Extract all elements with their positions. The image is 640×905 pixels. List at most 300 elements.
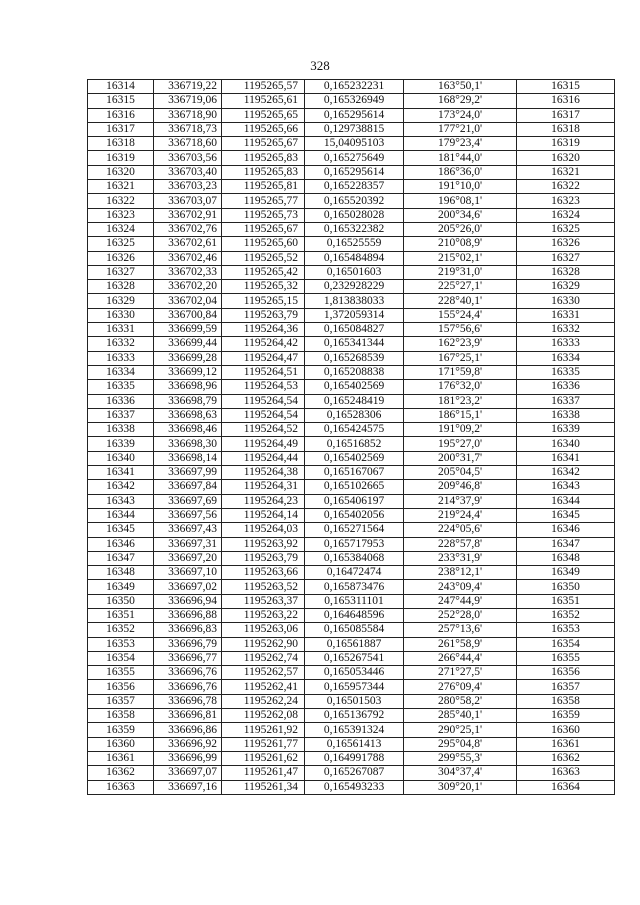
y-coordinate-cell: 1195265,52 (222, 251, 305, 265)
point-from-cell: 16357 (88, 694, 154, 708)
x-coordinate-cell: 336697,99 (154, 466, 222, 480)
y-coordinate-cell: 1195262,57 (222, 666, 305, 680)
y-coordinate-cell: 1195261,62 (222, 751, 305, 765)
y-coordinate-cell: 1195263,37 (222, 594, 305, 608)
table-row (88, 680, 615, 694)
y-coordinate-cell: 1195263,66 (222, 566, 305, 580)
x-coordinate-cell: 336703,56 (154, 151, 222, 165)
x-coordinate-cell: 336702,46 (154, 251, 222, 265)
point-to-cell: 16325 (517, 222, 615, 236)
point-to-cell: 16354 (517, 637, 615, 651)
x-coordinate-cell: 336698,14 (154, 451, 222, 465)
bearing-cell: 252°28,0' (404, 608, 517, 622)
distance-cell: 0,165232231 (305, 80, 404, 94)
table-row (88, 80, 615, 94)
point-from-cell: 16342 (88, 480, 154, 494)
y-coordinate-cell: 1195261,92 (222, 723, 305, 737)
table-row (88, 251, 615, 265)
point-to-cell: 16333 (517, 337, 615, 351)
distance-cell: 0,232928229 (305, 280, 404, 294)
point-to-cell: 16338 (517, 408, 615, 422)
table-row (88, 523, 615, 537)
y-coordinate-cell: 1195264,31 (222, 480, 305, 494)
x-coordinate-cell: 336697,20 (154, 551, 222, 565)
point-from-cell: 16360 (88, 737, 154, 751)
x-coordinate-cell: 336700,84 (154, 308, 222, 322)
bearing-cell: 280°58,2' (404, 694, 517, 708)
table-row (88, 151, 615, 165)
bearing-cell: 195°27,0' (404, 437, 517, 451)
table-row (88, 709, 615, 723)
table-row (88, 494, 615, 508)
y-coordinate-cell: 1195265,77 (222, 194, 305, 208)
point-from-cell: 16359 (88, 723, 154, 737)
y-coordinate-cell: 1195261,47 (222, 766, 305, 780)
y-coordinate-cell: 1195265,81 (222, 180, 305, 194)
bearing-cell: 173°24,0' (404, 108, 517, 122)
point-to-cell: 16363 (517, 766, 615, 780)
distance-cell: 0,165084827 (305, 323, 404, 337)
distance-cell: 0,16516852 (305, 437, 404, 451)
distance-cell: 0,165391324 (305, 723, 404, 737)
x-coordinate-cell: 336697,16 (154, 780, 222, 794)
bearing-cell: 224°05,6' (404, 523, 517, 537)
table-row (88, 466, 615, 480)
x-coordinate-cell: 336703,40 (154, 165, 222, 179)
y-coordinate-cell: 1195265,15 (222, 294, 305, 308)
point-to-cell: 16324 (517, 208, 615, 222)
x-coordinate-cell: 336719,22 (154, 80, 222, 94)
bearing-cell: 179°23,4' (404, 137, 517, 151)
point-from-cell: 16316 (88, 108, 154, 122)
y-coordinate-cell: 1195263,52 (222, 580, 305, 594)
bearing-cell: 181°23,2' (404, 394, 517, 408)
table-row (88, 608, 615, 622)
point-to-cell: 16330 (517, 294, 615, 308)
y-coordinate-cell: 1195264,51 (222, 365, 305, 379)
y-coordinate-cell: 1195265,67 (222, 137, 305, 151)
point-to-cell: 16323 (517, 194, 615, 208)
bearing-cell: 309°20,1' (404, 780, 517, 794)
x-coordinate-cell: 336699,28 (154, 351, 222, 365)
table-row (88, 280, 615, 294)
distance-cell: 0,165208838 (305, 365, 404, 379)
x-coordinate-cell: 336702,76 (154, 222, 222, 236)
y-coordinate-cell: 1195262,90 (222, 637, 305, 651)
point-from-cell: 16338 (88, 423, 154, 437)
x-coordinate-cell: 336696,81 (154, 709, 222, 723)
point-from-cell: 16344 (88, 508, 154, 522)
point-from-cell: 16356 (88, 680, 154, 694)
y-coordinate-cell: 1195262,08 (222, 709, 305, 723)
point-to-cell: 16319 (517, 137, 615, 151)
x-coordinate-cell: 336696,78 (154, 694, 222, 708)
bearing-cell: 191°10,0' (404, 180, 517, 194)
bearing-cell: 162°23,9' (404, 337, 517, 351)
table-row (88, 108, 615, 122)
point-to-cell: 16345 (517, 508, 615, 522)
bearing-cell: 271°27,5' (404, 666, 517, 680)
distance-cell: 0,165267087 (305, 766, 404, 780)
point-to-cell: 16350 (517, 580, 615, 594)
distance-cell: 0,16472474 (305, 566, 404, 580)
y-coordinate-cell: 1195263,79 (222, 551, 305, 565)
point-from-cell: 16343 (88, 494, 154, 508)
point-to-cell: 16361 (517, 737, 615, 751)
y-coordinate-cell: 1195265,73 (222, 208, 305, 222)
x-coordinate-cell: 336696,76 (154, 666, 222, 680)
bearing-cell: 285°40,1' (404, 709, 517, 723)
bearing-cell: 276°09,4' (404, 680, 517, 694)
point-from-cell: 16317 (88, 122, 154, 136)
point-from-cell: 16319 (88, 151, 154, 165)
y-coordinate-cell: 1195261,77 (222, 737, 305, 751)
bearing-cell: 290°25,1' (404, 723, 517, 737)
point-to-cell: 16356 (517, 666, 615, 680)
point-from-cell: 16330 (88, 308, 154, 322)
x-coordinate-cell: 336697,02 (154, 580, 222, 594)
table-row (88, 780, 615, 794)
bearing-cell: 168°29,2' (404, 94, 517, 108)
x-coordinate-cell: 336697,10 (154, 566, 222, 580)
y-coordinate-cell: 1195263,92 (222, 537, 305, 551)
bearing-cell: 163°50,1' (404, 80, 517, 94)
point-from-cell: 16333 (88, 351, 154, 365)
point-from-cell: 16358 (88, 709, 154, 723)
y-coordinate-cell: 1195265,42 (222, 265, 305, 279)
distance-cell: 0,16528306 (305, 408, 404, 422)
x-coordinate-cell: 336696,94 (154, 594, 222, 608)
distance-cell: 0,165136792 (305, 709, 404, 723)
bearing-cell: 228°57,8' (404, 537, 517, 551)
point-to-cell: 16355 (517, 651, 615, 665)
distance-cell: 0,165228357 (305, 180, 404, 194)
x-coordinate-cell: 336697,56 (154, 508, 222, 522)
point-from-cell: 16327 (88, 265, 154, 279)
distance-cell: 0,165873476 (305, 580, 404, 594)
x-coordinate-cell: 336696,88 (154, 608, 222, 622)
point-to-cell: 16317 (517, 108, 615, 122)
x-coordinate-cell: 336702,61 (154, 237, 222, 251)
point-from-cell: 16349 (88, 580, 154, 594)
x-coordinate-cell: 336696,83 (154, 623, 222, 637)
bearing-cell: 233°31,9' (404, 551, 517, 565)
x-coordinate-cell: 336698,79 (154, 394, 222, 408)
distance-cell: 15,04095103 (305, 137, 404, 151)
bearing-cell: 155°24,4' (404, 308, 517, 322)
point-from-cell: 16363 (88, 780, 154, 794)
x-coordinate-cell: 336696,92 (154, 737, 222, 751)
point-from-cell: 16352 (88, 623, 154, 637)
point-from-cell: 16322 (88, 194, 154, 208)
point-to-cell: 16335 (517, 365, 615, 379)
distance-cell: 1,813838033 (305, 294, 404, 308)
y-coordinate-cell: 1195264,52 (222, 423, 305, 437)
point-to-cell: 16364 (517, 780, 615, 794)
distance-cell: 1,372059314 (305, 308, 404, 322)
point-to-cell: 16328 (517, 265, 615, 279)
point-to-cell: 16339 (517, 423, 615, 437)
table-row (88, 365, 615, 379)
table-row (88, 122, 615, 136)
distance-cell: 0,165484894 (305, 251, 404, 265)
bearing-cell: 186°36,0' (404, 165, 517, 179)
point-to-cell: 16322 (517, 180, 615, 194)
bearing-cell: 225°27,1' (404, 280, 517, 294)
point-from-cell: 16351 (88, 608, 154, 622)
table-row (88, 323, 615, 337)
bearing-cell: 176°32,0' (404, 380, 517, 394)
table-row (88, 766, 615, 780)
x-coordinate-cell: 336699,59 (154, 323, 222, 337)
bearing-cell: 177°21,0' (404, 122, 517, 136)
table-row (88, 637, 615, 651)
point-to-cell: 16359 (517, 709, 615, 723)
x-coordinate-cell: 336696,99 (154, 751, 222, 765)
distance-cell: 0,165493233 (305, 780, 404, 794)
bearing-cell: 171°59,8' (404, 365, 517, 379)
y-coordinate-cell: 1195262,41 (222, 680, 305, 694)
y-coordinate-cell: 1195264,38 (222, 466, 305, 480)
y-coordinate-cell: 1195265,61 (222, 94, 305, 108)
point-to-cell: 16351 (517, 594, 615, 608)
distance-cell: 0,16525559 (305, 237, 404, 251)
point-to-cell: 16347 (517, 537, 615, 551)
table-row (88, 408, 615, 422)
point-from-cell: 16328 (88, 280, 154, 294)
point-from-cell: 16353 (88, 637, 154, 651)
distance-cell: 0,165102665 (305, 480, 404, 494)
y-coordinate-cell: 1195263,22 (222, 608, 305, 622)
distance-cell: 0,165402056 (305, 508, 404, 522)
point-from-cell: 16339 (88, 437, 154, 451)
point-to-cell: 16320 (517, 151, 615, 165)
x-coordinate-cell: 336699,12 (154, 365, 222, 379)
bearing-cell: 196°08,1' (404, 194, 517, 208)
bearing-cell: 214°37,9' (404, 494, 517, 508)
bearing-cell: 209°46,8' (404, 480, 517, 494)
table-row (88, 508, 615, 522)
table-row (88, 666, 615, 680)
y-coordinate-cell: 1195264,47 (222, 351, 305, 365)
table-row (88, 165, 615, 179)
coordinates-table (87, 79, 615, 795)
point-to-cell: 16334 (517, 351, 615, 365)
y-coordinate-cell: 1195264,54 (222, 394, 305, 408)
point-from-cell: 16361 (88, 751, 154, 765)
point-from-cell: 16315 (88, 94, 154, 108)
table-row (88, 623, 615, 637)
distance-cell: 0,165326949 (305, 94, 404, 108)
table-row (88, 423, 615, 437)
point-from-cell: 16329 (88, 294, 154, 308)
point-to-cell: 16340 (517, 437, 615, 451)
point-to-cell: 16315 (517, 80, 615, 94)
y-coordinate-cell: 1195264,42 (222, 337, 305, 351)
distance-cell: 0,164648596 (305, 608, 404, 622)
point-to-cell: 16362 (517, 751, 615, 765)
y-coordinate-cell: 1195265,83 (222, 151, 305, 165)
x-coordinate-cell: 336697,07 (154, 766, 222, 780)
distance-cell: 0,16501503 (305, 694, 404, 708)
y-coordinate-cell: 1195264,03 (222, 523, 305, 537)
table-row (88, 651, 615, 665)
y-coordinate-cell: 1195264,49 (222, 437, 305, 451)
x-coordinate-cell: 336718,60 (154, 137, 222, 151)
x-coordinate-cell: 336697,69 (154, 494, 222, 508)
distance-cell: 0,165957344 (305, 680, 404, 694)
table-row (88, 294, 615, 308)
point-from-cell: 16346 (88, 537, 154, 551)
point-to-cell: 16349 (517, 566, 615, 580)
distance-cell: 0,165402569 (305, 380, 404, 394)
bearing-cell: 205°04,5' (404, 466, 517, 480)
table-row (88, 237, 615, 251)
point-to-cell: 16331 (517, 308, 615, 322)
x-coordinate-cell: 336696,77 (154, 651, 222, 665)
table-row (88, 94, 615, 108)
y-coordinate-cell: 1195265,83 (222, 165, 305, 179)
x-coordinate-cell: 336699,44 (154, 337, 222, 351)
y-coordinate-cell: 1195265,32 (222, 280, 305, 294)
bearing-cell: 243°09,4' (404, 580, 517, 594)
x-coordinate-cell: 336718,90 (154, 108, 222, 122)
point-to-cell: 16336 (517, 380, 615, 394)
bearing-cell: 219°24,4' (404, 508, 517, 522)
table-row (88, 537, 615, 551)
point-from-cell: 16348 (88, 566, 154, 580)
bearing-cell: 210°08,9' (404, 237, 517, 251)
point-from-cell: 16336 (88, 394, 154, 408)
distance-cell: 0,165322382 (305, 222, 404, 236)
y-coordinate-cell: 1195263,79 (222, 308, 305, 322)
y-coordinate-cell: 1195262,24 (222, 694, 305, 708)
point-from-cell: 16314 (88, 80, 154, 94)
table-row (88, 551, 615, 565)
distance-cell: 0,165167067 (305, 466, 404, 480)
x-coordinate-cell: 336698,63 (154, 408, 222, 422)
distance-cell: 0,165085584 (305, 623, 404, 637)
bearing-cell: 215°02,1' (404, 251, 517, 265)
point-from-cell: 16350 (88, 594, 154, 608)
distance-cell: 0,165295614 (305, 165, 404, 179)
table-row (88, 308, 615, 322)
point-from-cell: 16347 (88, 551, 154, 565)
distance-cell: 0,165295614 (305, 108, 404, 122)
distance-cell: 0,165717953 (305, 537, 404, 551)
point-from-cell: 16326 (88, 251, 154, 265)
table-row (88, 737, 615, 751)
y-coordinate-cell: 1195264,14 (222, 508, 305, 522)
distance-cell: 0,165053446 (305, 666, 404, 680)
x-coordinate-cell: 336698,30 (154, 437, 222, 451)
y-coordinate-cell: 1195264,36 (222, 323, 305, 337)
bearing-cell: 157°56,6' (404, 323, 517, 337)
point-from-cell: 16332 (88, 337, 154, 351)
point-to-cell: 16332 (517, 323, 615, 337)
bearing-cell: 304°37,4' (404, 766, 517, 780)
point-from-cell: 16331 (88, 323, 154, 337)
x-coordinate-cell: 336719,06 (154, 94, 222, 108)
bearing-cell: 191°09,2' (404, 423, 517, 437)
bearing-cell: 181°44,0' (404, 151, 517, 165)
point-to-cell: 16326 (517, 237, 615, 251)
y-coordinate-cell: 1195261,34 (222, 780, 305, 794)
point-to-cell: 16353 (517, 623, 615, 637)
point-to-cell: 16329 (517, 280, 615, 294)
x-coordinate-cell: 336718,73 (154, 122, 222, 136)
bearing-cell: 266°44,4' (404, 651, 517, 665)
table-row (88, 337, 615, 351)
distance-cell: 0,165341344 (305, 337, 404, 351)
bearing-cell: 167°25,1' (404, 351, 517, 365)
distance-cell: 0,165268539 (305, 351, 404, 365)
x-coordinate-cell: 336698,46 (154, 423, 222, 437)
page-number: 328 (310, 58, 330, 73)
distance-cell: 0,165520392 (305, 194, 404, 208)
point-to-cell: 16321 (517, 165, 615, 179)
table-row (88, 208, 615, 222)
point-from-cell: 16318 (88, 137, 154, 151)
point-to-cell: 16346 (517, 523, 615, 537)
x-coordinate-cell: 336697,84 (154, 480, 222, 494)
bearing-cell: 205°26,0' (404, 222, 517, 236)
distance-cell: 0,16561887 (305, 637, 404, 651)
y-coordinate-cell: 1195263,06 (222, 623, 305, 637)
bearing-cell: 228°40,1' (404, 294, 517, 308)
table-row (88, 265, 615, 279)
point-to-cell: 16348 (517, 551, 615, 565)
y-coordinate-cell: 1195264,44 (222, 451, 305, 465)
table-row (88, 437, 615, 451)
table-row (88, 194, 615, 208)
table-row (88, 751, 615, 765)
point-to-cell: 16316 (517, 94, 615, 108)
point-from-cell: 16340 (88, 451, 154, 465)
point-from-cell: 16325 (88, 237, 154, 251)
table-row (88, 137, 615, 151)
point-to-cell: 16344 (517, 494, 615, 508)
x-coordinate-cell: 336697,31 (154, 537, 222, 551)
y-coordinate-cell: 1195264,54 (222, 408, 305, 422)
x-coordinate-cell: 336702,04 (154, 294, 222, 308)
bearing-cell: 295°04,8' (404, 737, 517, 751)
x-coordinate-cell: 336703,07 (154, 194, 222, 208)
point-from-cell: 16345 (88, 523, 154, 537)
x-coordinate-cell: 336696,76 (154, 680, 222, 694)
x-coordinate-cell: 336696,79 (154, 637, 222, 651)
distance-cell: 0,165424575 (305, 423, 404, 437)
bearing-cell: 186°15,1' (404, 408, 517, 422)
point-to-cell: 16343 (517, 480, 615, 494)
bearing-cell: 200°31,7' (404, 451, 517, 465)
table-row (88, 180, 615, 194)
x-coordinate-cell: 336702,20 (154, 280, 222, 294)
y-coordinate-cell: 1195265,65 (222, 108, 305, 122)
table-row (88, 723, 615, 737)
y-coordinate-cell: 1195265,66 (222, 122, 305, 136)
x-coordinate-cell: 336697,43 (154, 523, 222, 537)
x-coordinate-cell: 336696,86 (154, 723, 222, 737)
point-from-cell: 16321 (88, 180, 154, 194)
distance-cell: 0,129738815 (305, 122, 404, 136)
coordinates-table-body (88, 80, 615, 795)
bearing-cell: 261°58,9' (404, 637, 517, 651)
distance-cell: 0,165402569 (305, 451, 404, 465)
y-coordinate-cell: 1195264,53 (222, 380, 305, 394)
point-to-cell: 16357 (517, 680, 615, 694)
point-from-cell: 16320 (88, 165, 154, 179)
